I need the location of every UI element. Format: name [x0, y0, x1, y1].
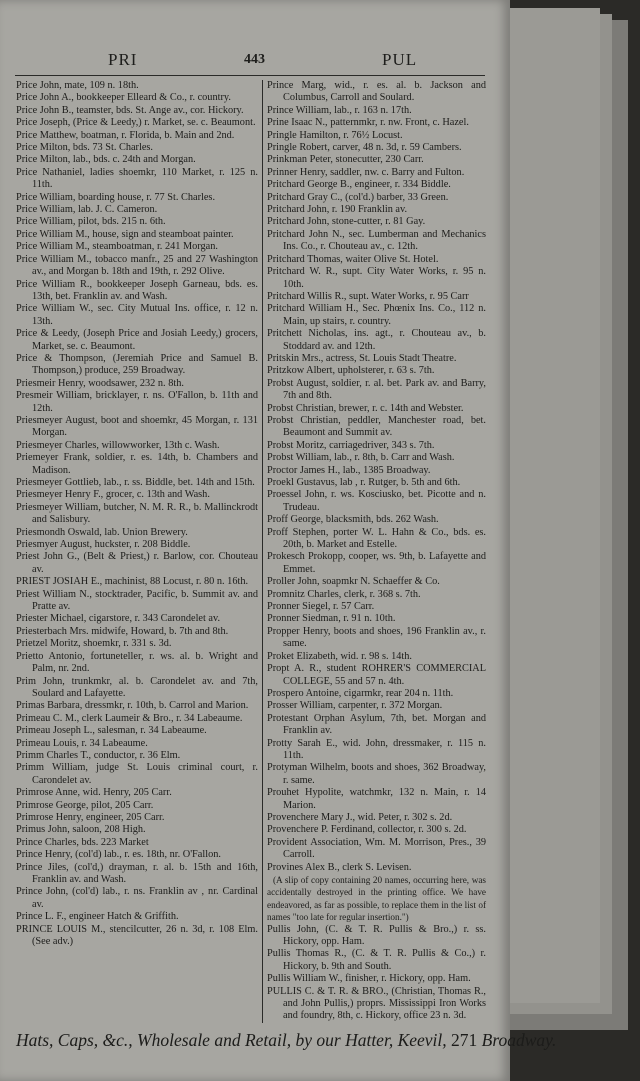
ad-address-number: 271	[451, 1029, 478, 1050]
directory-entry: Priesmeyer Gottlieb, lab., r. ss. Biddle, bet. 14th and 15th.	[16, 477, 255, 488]
directory-entry: Prinner Henry, saddler, nw. c. Barry and Fulton.	[267, 166, 465, 178]
directory-entry: Primeau Joseph L., salesman, r. 34 Labeaume.	[16, 725, 207, 737]
directory-entry: Proket Elizabeth, wid. r. 98 s. 14th.	[267, 650, 412, 662]
directory-entry: Priesmeir Henry, woodsawer, 232 n. 8th.	[16, 377, 184, 389]
directory-entry: Pullis John, (C. & T. R. Pullis & Bro.,) r. ss. Hickory, opp. Ham.	[267, 923, 486, 948]
directory-entry: Probst Moritz, carriagedriver, 343 s. 7th.	[267, 439, 435, 451]
directory-entry: Price William M., steamboatman, r. 241 Morgan.	[16, 241, 218, 253]
directory-entry: Prietzel Moritz, shoemkr, r. 331 s. 3d.	[16, 638, 172, 650]
directory-entry: Pritchard John, r. 190 Franklin av.	[267, 204, 408, 216]
printer-note: (A slip of copy containing 20 names, occurring here, was accidentally destroyed in the printing office. We have endeavored, as far as possible, to replace them in the list of names "too late for regular insertion.")	[267, 875, 486, 923]
directory-entry: Pronner Siegel, r. 57 Carr.	[267, 601, 375, 613]
directory-entry: Pullis William W., finisher, r. Hickory, opp. Ham.	[267, 973, 471, 985]
directory-entry: Prouhet Hypolite, watchmkr, 132 n. Main, r. 14 Marion.	[267, 787, 486, 811]
directory-entry: Primm William, judge St. Louis criminal court, r. Carondelet av.	[16, 762, 258, 786]
ad-text: Hats, Caps, &c., Wholesale and Retail, by our Hatter, Keevil,	[16, 1029, 447, 1050]
directory-entry: Prince Henry, (col'd) lab., r. es. 18th, nr. O'Fallon.	[16, 849, 221, 861]
directory-entry: Pritchard Gray C., (col'd.) barber, 33 Green.	[267, 191, 449, 203]
directory-entry: Proctor James H., lab., 1385 Broadway.	[267, 464, 431, 476]
directory-entry: Probst Christian, peddler, Manchester road, bet. Beaumont and Summit av.	[267, 414, 486, 439]
directory-entry: Prince William, lab., r. 163 n. 17th.	[267, 104, 412, 116]
directory-entry: Proessel John, r. ws. Kosciusko, bet. Picotte and n. Trudeau.	[267, 489, 486, 513]
directory-entry: Proff George, blacksmith, bds. 262 Wash.	[267, 514, 439, 526]
directory-entry: Priester Michael, cigarstore, r. 343 Carondelet av.	[16, 613, 221, 625]
directory-entry: Prince L. F., engineer Hatch & Griffith.	[16, 911, 179, 923]
directory-entry: Primus John, saloon, 208 High.	[16, 824, 146, 836]
directory-entry: Priesmeyer Henry F., grocer, c. 13th and Wash.	[16, 489, 210, 501]
advertisement-footer	[16, 1029, 557, 1051]
directory-entry: Priesmyer August, huckster, r. 208 Biddle.	[16, 539, 191, 551]
directory-entry: Proekl Gustavus, lab , r. Rutger, b. 5th and 6th.	[267, 477, 461, 488]
directory-entry: Primeau Louis, r. 34 Labeaume.	[16, 737, 148, 749]
directory-entry: Prinkman Peter, stonecutter, 230 Carr.	[267, 154, 424, 166]
directory-entry: Promnitz Charles, clerk, r. 368 s. 7th.	[267, 588, 421, 600]
directory-entry: Propt A. R., student ROHRER'S COMMERCIAL COLLEGE, 55 and 57 n. 4th.	[267, 663, 486, 687]
directory-entry: Priesmeyer William, butcher, N. M. R. R., b. Mallinckrodt and Salisbury.	[16, 501, 258, 526]
directory-entry: Priesterbach Mrs. midwife, Howard, b. 7th and 8th.	[16, 625, 229, 637]
header-rule	[15, 75, 485, 76]
directory-entry: Primas Barbara, dressmkr, r. 10th, b. Carrol and Marion.	[16, 700, 249, 712]
directory-entry: Presmeir William, bricklayer, r. ns. O'Fallon, b. 11th and 12th.	[16, 390, 258, 414]
directory-entry: Pringle Robert, carver, 48 n. 3d, r. 59 Cambers.	[267, 142, 462, 154]
directory-entry: Priemeyer Frank, soldier, r. es. 14th, b. Chambers and Madison.	[16, 452, 258, 476]
directory-entry: Pritchard John N., sec. Lumberman and Mechanics Ins. Co., r. Chouteau av., c. 12th.	[267, 228, 486, 253]
left-column	[16, 80, 262, 1023]
directory-entry: Pronner Siedman, r. 91 n. 10th.	[267, 613, 396, 625]
directory-entry: Pringle Hamilton, r. 76½ Locust.	[267, 129, 403, 141]
directory-entry: Propper Henry, boots and shoes, 196 Franklin av., r. same.	[267, 625, 486, 650]
directory-entry: Pritchett Nicholas, ins. agt., r. Chouteau av., b. Stoddard av. and 12th.	[267, 328, 486, 352]
directory-entry: Prospero Antoine, cigarmkr, rear 204 n. 11th.	[267, 687, 454, 699]
directory-entry: Pritchard John, stone-cutter, r. 81 Gay.	[267, 216, 426, 228]
directory-entry: Pullis Thomas R., (C. & T. R. Pullis & Co.,) r. Hickory, b. 9th and South.	[267, 948, 486, 972]
directory-entry: Probst August, soldier, r. al. bet. Park av. and Barry, 7th and 8th.	[267, 377, 486, 402]
directory-entry: Primrose George, pilot, 205 Carr.	[16, 799, 154, 811]
directory-entry: Protestant Orphan Asylum, 7th, bet. Morgan and Franklin av.	[267, 712, 486, 737]
directory-entry: Pritchard Thomas, waiter Olive St. Hotel.	[267, 253, 439, 265]
directory-columns	[16, 80, 486, 1023]
directory-entry: Priest William N., stocktrader, Pacific, b. Summit av. and Pratte av.	[16, 588, 258, 613]
directory-entry: Priesmeyer Charles, willowworker, 13th c. Wash.	[16, 439, 220, 451]
directory-entry: Price Joseph, (Price & Leedy,) r. Market, se. c. Beaumont.	[16, 117, 256, 129]
directory-entry: Probst Christian, brewer, r. c. 14th and Webster.	[267, 402, 464, 414]
directory-entry: Pritchard George B., engineer, r. 334 Biddle.	[267, 179, 451, 191]
directory-entry: Pritchard W. R., supt. City Water Works, r. 95 n. 10th.	[267, 266, 486, 290]
directory-entry: Pritchard Willis R., supt. Water Works, r. 95 Carr	[267, 290, 469, 302]
directory-entry: Price & Leedy, (Joseph Price and Josiah Leedy,) grocers, Market, se. c. Beaumont.	[16, 328, 258, 352]
directory-entry: Primm Charles T., conductor, r. 36 Elm.	[16, 749, 181, 761]
directory-entry: Price Milton, lab., bds. c. 24th and Morgan.	[16, 154, 196, 166]
directory-entry: Price William M., tobacco manfr., 25 and 27 Washington av., and Morgan b. 18th and 19th, r. 292 Olive.	[16, 253, 258, 278]
directory-entry: PULLIS C. & T. R. & BRO., (Christian, Thomas R., and John Pullis,) proprs. Mississippi Iron Works and foundry, 8th, c. Hickory, office 23 n. 3d.	[267, 985, 486, 1022]
directory-entry: Primrose Henry, engineer, 205 Carr.	[16, 811, 165, 823]
directory-entry: Price William R., bookkeeper Joseph Garneau, bds. es. 13th, bet. Franklin av. and Wash.	[16, 278, 258, 302]
directory-entry: Proff Stephen, porter W. L. Hahn & Co., bds. es. 20th, b. Market and Estelle.	[267, 526, 486, 551]
directory-entry: Proller John, soapmkr N. Schaeffer & Co.	[267, 576, 440, 588]
directory-entry: Price Milton, bds. 73 St. Charles.	[16, 142, 154, 154]
directory-entry: Price Nathaniel, ladies shoemkr, 110 Market, r. 125 n. 11th.	[16, 166, 258, 191]
directory-entry: Prince Jiles, (col'd,) drayman, r. al. b. 15th and 16th, Franklin av. and Wash.	[16, 861, 258, 885]
directory-entry: Primeau C. M., clerk Laumeir & Bro., r. 34 Labeaume.	[16, 712, 243, 724]
directory-entry: Prietto Antonio, fortuneteller, r. ws. al. b. Wright and Palm, nr. 2nd.	[16, 650, 258, 675]
directory-entry: Price William, boarding house, r. 77 St. Charles.	[16, 191, 216, 203]
directory-entry: Prince Marg, wid., r. es. al. b. Jackson and Columbus, Carroll and Soulard.	[267, 80, 486, 104]
ad-street: Broadway.	[481, 1029, 557, 1050]
directory-entry: Prince Charles, bds. 223 Market	[16, 836, 149, 848]
directory-entry: Provenchere Mary J., wid. Peter, r. 302 s. 2d.	[267, 811, 453, 823]
directory-entry: Price & Thompson, (Jeremiah Price and Samuel B. Thompson,) produce, 259 Broadway.	[16, 352, 258, 377]
header-right-guide: PUL	[382, 50, 418, 69]
directory-entry: Prosser William, carpenter, r. 372 Morgan.	[267, 700, 443, 712]
directory-entry: Provines Alex B., clerk S. Levisen.	[267, 861, 412, 873]
directory-entry: Priesmondh Oswald, lab. Union Brewery.	[16, 526, 188, 538]
directory-entry: Price John B., teamster, bds. St. Ange av., cor. Hickory.	[16, 104, 244, 116]
directory-entry: Prim John, trunkmkr, al. b. Carondelet av. and 7th, Soulard and Lafayette.	[16, 675, 258, 699]
directory-entry: Price John, mate, 109 n. 18th.	[16, 80, 139, 91]
directory-entry: Provident Association, Wm. M. Morrison, Pres., 39 Carroll.	[267, 836, 486, 861]
directory-entry: Priest John G., (Belt & Priest,) r. Barlow, cor. Chouteau av.	[16, 551, 258, 575]
directory-entry: Probst William, lab., r. 8th, b. Carr and Wash.	[267, 452, 455, 464]
directory-entry: Pritzkow Albert, upholsterer, r. 63 s. 7th.	[267, 365, 435, 377]
directory-entry: Price William, lab. J. C. Cameron.	[16, 204, 158, 216]
directory-entry: PRIEST JOSIAH E., machinist, 88 Locust, r. 80 n. 16th.	[16, 576, 249, 588]
directory-entry: Prine Isaac N., patternmkr, r. nw. Front, c. Hazel.	[267, 117, 469, 129]
right-entries-after-note	[267, 924, 486, 1023]
right-column	[262, 80, 486, 1023]
directory-entry: Price William M., house, sign and steamboat painter.	[16, 228, 234, 240]
directory-entry: Provenchere P. Ferdinand, collector, r. 300 s. 2d.	[267, 824, 467, 836]
directory-entry: Protyman Wilhelm, boots and shoes, 362 Broadway, r. same.	[267, 762, 486, 786]
directory-entry: Price William W., sec. City Mutual Ins. office, r. 12 n. 13th.	[16, 303, 258, 327]
page-stack-edge	[500, 8, 600, 1003]
page-number: 443	[244, 52, 265, 67]
directory-entry: Pritchard William H., Sec. Phœnix Ins. Co., 112 n. Main, up stairs, r. country.	[267, 303, 486, 327]
directory-entry: Price William, pilot, bds. 215 n. 6th.	[16, 216, 166, 228]
directory-entry: PRINCE LOUIS M., stencilcutter, 26 n. 3d, r. 108 Elm. (See adv.)	[16, 923, 258, 948]
directory-entry: Pritskin Mrs., actress, St. Louis Stadt Theatre.	[267, 352, 457, 364]
right-entries	[267, 80, 486, 874]
directory-entry: Price Matthew, boatman, r. Florida, b. Main and 2nd.	[16, 129, 235, 141]
directory-entry: Prince John, (col'd) lab., r. ns. Franklin av , nr. Cardinal av.	[16, 886, 258, 910]
directory-entry: Prokesch Prokopp, cooper, ws. 9th, b. Lafayette and Emmet.	[267, 551, 486, 575]
directory-entry: Priesmeyer August, boot and shoemkr, 45 Morgan, r. 131 Morgan.	[16, 414, 258, 439]
running-header	[0, 50, 500, 72]
directory-entry: Protty Sarah E., wid. John, dressmaker, r. 115 n. 11th.	[267, 737, 486, 761]
directory-entry: Primrose Anne, wid. Henry, 205 Carr.	[16, 787, 172, 799]
header-left-guide: PRI	[108, 50, 138, 69]
directory-entry: Price John A., bookkeeper Elleard & Co., r. country.	[16, 92, 231, 104]
